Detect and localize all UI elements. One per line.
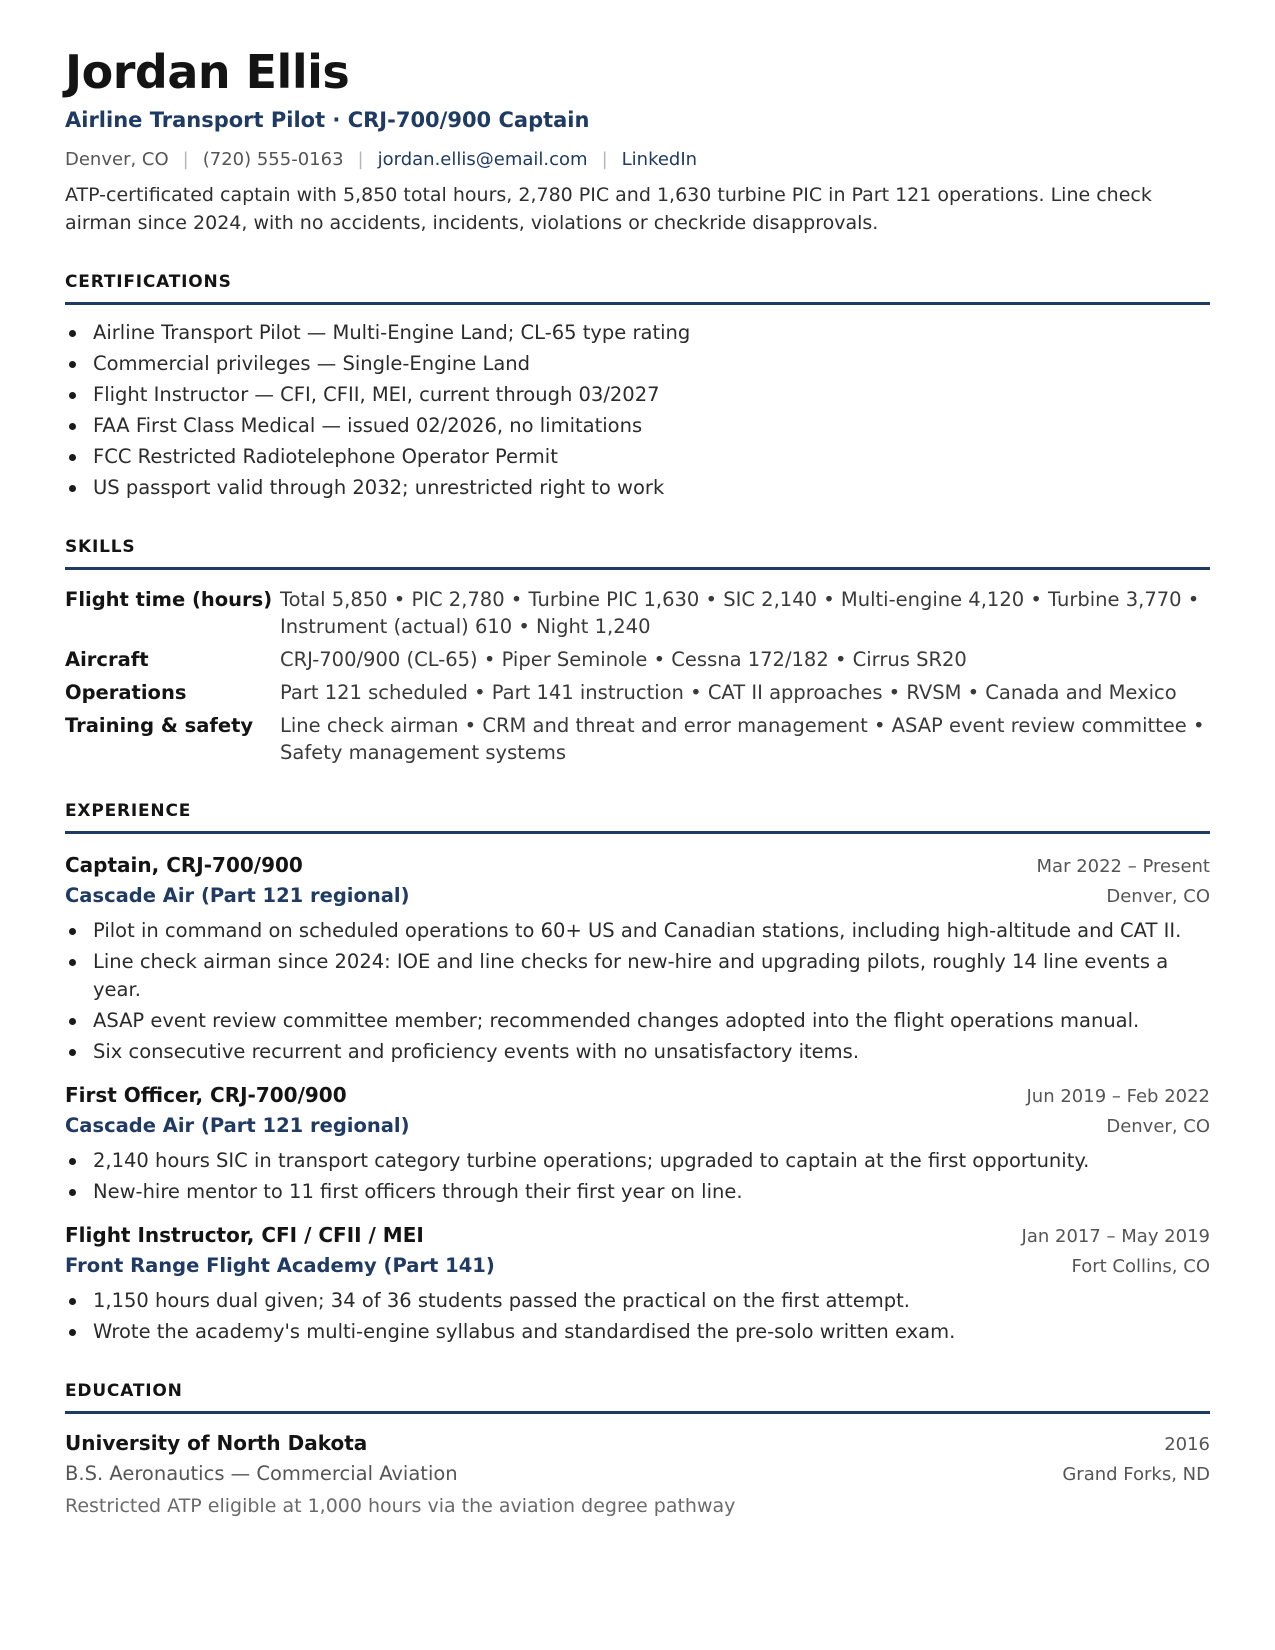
education-header [65, 1428, 1210, 1460]
job-bullets [65, 917, 1210, 1066]
list-item: New-hire mentor to 11 first officers through their first year on line. [65, 1178, 1210, 1206]
list-item: Flight Instructor — CFI, CFII, MEI, current through 03/2027 [65, 381, 1210, 409]
skill-value: Line check airman • CRM and threat and error management • ASAP event review committee • Safety management systems [280, 714, 1205, 764]
list-item: Line check airman since 2024: IOE and line checks for new-hire and upgrading pilots, roughly 14 line events a year. [65, 948, 1210, 1004]
section-title: EXPERIENCE [65, 801, 192, 821]
candidate-headline: Airline Transport Pilot · CRJ-700/900 Captain [65, 108, 590, 132]
list-item: 2,140 hours SIC in transport category turbine operations; upgraded to captain at the first opportunity. [65, 1147, 1210, 1175]
list-item: 1,150 hours dual given; 34 of 36 students passed the practical on the first attempt. [65, 1287, 1210, 1315]
job-location: Fort Collins, CO [1071, 1256, 1210, 1277]
experience-section [65, 800, 1210, 1346]
candidate-name: Jordan Ellis [65, 45, 350, 99]
job-dates: Jan 2017 – May 2019 [1021, 1226, 1210, 1247]
list-item: Airline Transport Pilot — Multi-Engine Land; CL-65 type rating [65, 319, 1210, 347]
job-entry [65, 850, 1210, 1066]
skill-value: CRJ-700/900 (CL-65) • Piper Seminole • Cessna 172/182 • Cirrus SR20 [280, 648, 967, 671]
job-subheader [65, 1252, 1210, 1281]
section-divider [65, 1411, 1210, 1414]
skill-label: Flight time (hours) [65, 588, 273, 611]
education-subheader [65, 1460, 1210, 1489]
section-title: EDUCATION [65, 1381, 183, 1401]
job-header [65, 1220, 1210, 1252]
list-item: FAA First Class Medical — issued 02/2026, no limitations [65, 412, 1210, 440]
list-item: Pilot in command on scheduled operations to 60+ US and Canadian stations, including high-altitude and CAT II. [65, 917, 1210, 945]
list-item: ASAP event review committee member; recommended changes adopted into the flight operations manual. [65, 1007, 1210, 1035]
job-title: First Officer, CRJ-700/900 [65, 1083, 347, 1107]
job-location: Denver, CO [1106, 1116, 1210, 1137]
skills-table [65, 586, 1210, 766]
contact-email-link[interactable]: jordan.ellis@email.com [377, 149, 588, 170]
list-item: US passport valid through 2032; unrestricted right to work [65, 474, 1210, 502]
job-title: Flight Instructor, CFI / CFII / MEI [65, 1223, 424, 1247]
section-divider [65, 831, 1210, 834]
job-dates: Jun 2019 – Feb 2022 [1026, 1086, 1210, 1107]
education-note: Restricted ATP eligible at 1,000 hours via the aviation degree pathway [65, 1495, 736, 1517]
certifications-section [65, 271, 1210, 502]
skill-row [65, 712, 1210, 766]
skill-label: Training & safety [65, 714, 254, 737]
certifications-list [65, 319, 1210, 502]
job-subheader [65, 882, 1210, 911]
contact-line [65, 148, 1210, 172]
education-section [65, 1380, 1210, 1521]
job-subheader [65, 1112, 1210, 1141]
list-item: Commercial privileges — Single-Engine Land [65, 350, 1210, 378]
section-title: CERTIFICATIONS [65, 272, 232, 292]
job-bullets [65, 1287, 1210, 1346]
list-item: Six consecutive recurrent and proficiency events with no unsatisfactory items. [65, 1038, 1210, 1066]
education-entry [65, 1428, 1210, 1521]
skill-row [65, 586, 1210, 640]
section-divider [65, 302, 1210, 305]
contact-phone: (720) 555-0163 [202, 149, 344, 170]
resume-header [65, 44, 1210, 237]
education-location: Grand Forks, ND [1062, 1464, 1210, 1485]
summary-paragraph: ATP-certificated captain with 5,850 total hours, 2,780 PIC and 1,630 turbine PIC in Part 121 operations. Line check airman since 2024, with no accidents, incidents, violations or checkride disapprovals. [65, 184, 1152, 234]
contact-location: Denver, CO [65, 149, 169, 170]
list-item: FCC Restricted Radiotelephone Operator Permit [65, 443, 1210, 471]
job-employer: Cascade Air (Part 121 regional) [65, 884, 410, 907]
section-divider [65, 567, 1210, 570]
section-title: SKILLS [65, 537, 136, 557]
job-employer: Front Range Flight Academy (Part 141) [65, 1254, 495, 1277]
job-bullets [65, 1147, 1210, 1206]
skill-label: Operations [65, 681, 187, 704]
job-header [65, 850, 1210, 882]
education-degree: B.S. Aeronautics — Commercial Aviation [65, 1462, 458, 1485]
skill-value: Total 5,850 • PIC 2,780 • Turbine PIC 1,630 • SIC 2,140 • Multi-engine 4,120 • Turbine 3,770 • Instrument (actual) 610 • Night 1,240 [280, 588, 1200, 638]
skill-row [65, 646, 1210, 673]
skill-row [65, 679, 1210, 706]
skill-label: Aircraft [65, 648, 149, 671]
contact-separator: | [357, 149, 364, 170]
skill-value: Part 121 scheduled • Part 141 instruction • CAT II approaches • RVSM • Canada and Mexico [280, 681, 1177, 704]
list-item: Wrote the academy's multi-engine syllabus and standardised the pre-solo written exam. [65, 1318, 1210, 1346]
job-title: Captain, CRJ-700/900 [65, 853, 303, 877]
job-entry [65, 1080, 1210, 1206]
education-year: 2016 [1164, 1434, 1210, 1455]
contact-linkedin-link[interactable]: LinkedIn [621, 149, 698, 170]
contact-separator: | [182, 149, 189, 170]
job-entry [65, 1220, 1210, 1346]
job-header [65, 1080, 1210, 1112]
job-employer: Cascade Air (Part 121 regional) [65, 1114, 410, 1137]
contact-separator: | [601, 149, 608, 170]
skills-section [65, 536, 1210, 766]
job-dates: Mar 2022 – Present [1036, 856, 1210, 877]
education-school: University of North Dakota [65, 1431, 368, 1455]
job-location: Denver, CO [1106, 886, 1210, 907]
